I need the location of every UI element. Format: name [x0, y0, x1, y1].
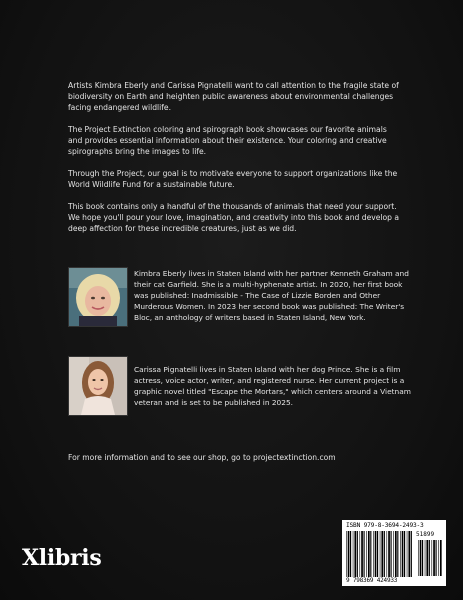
barcode-bar — [407, 531, 408, 577]
barcode-bar — [354, 531, 356, 577]
portrait-image — [69, 268, 127, 326]
barcode-bar — [373, 531, 374, 577]
barcode-bar — [433, 540, 435, 576]
intro-paragraph-1: Artists Kimbra Eberly and Carissa Pignatelli want to call attention to the fragile state of biodiversity on Earth and heighten public awareness about environmental challenges facing endangered wildlife. — [68, 81, 399, 112]
barcode-bar — [357, 531, 358, 577]
author-bio-kimbra: Kimbra Eberly lives in Staten Island with her partner Kenneth Graham and their cat Garfield. She is a multi-hyphenate artist. In 2020, her first book was published: Inadmissible - The Case of Lizzie Borden and Other Murderous Women. In 2023 her second book was published: The Writer's Bloc, an anthology of writers based in Staten Island, New York. — [134, 269, 409, 322]
barcode-bar — [397, 531, 398, 577]
barcode-bar — [346, 531, 347, 577]
isbn-label: ISBN 979-8-3694-2493-3 — [346, 522, 424, 529]
author-bio-carissa: Carissa Pignatelli lives in Staten Island with her dog Prince. She is a film actress, voice actor, writer, and registered nurse. Her current project is a graphic novel titled "Escape the Mortars," which centers around a Vietnam veteran and is set to be published in 2025. — [134, 365, 411, 407]
barcode-bar — [400, 531, 401, 577]
barcode-bar — [381, 531, 383, 577]
intro-paragraph-2: The Project Extinction coloring and spirograph book showcases our favorite animals and provides essential information about their existence. Your coloring and creative spirographs bring the images to life. — [68, 125, 387, 156]
barcode-bar — [420, 540, 422, 576]
intro-paragraph-3: Through the Project, our goal is to motivate everyone to support organizations like the World Wildlife Fund for a sustainable future. — [68, 169, 398, 189]
barcode-bar — [436, 540, 437, 576]
barcode-bar — [440, 540, 442, 576]
barcode-bar — [368, 531, 370, 577]
isbn-barcode — [342, 520, 446, 586]
ean-bars — [346, 531, 414, 577]
barcode-bar — [422, 540, 423, 576]
barcode-bar — [395, 531, 397, 577]
barcode-bar — [388, 531, 390, 577]
barcode-bar — [384, 531, 385, 577]
author-photo-carissa — [68, 356, 128, 416]
publisher-logo: Xlibris — [22, 545, 102, 571]
barcode-bar — [408, 531, 410, 577]
barcode-bar — [360, 531, 361, 577]
portrait-image — [69, 357, 127, 415]
barcode-bar — [380, 531, 381, 577]
barcode-bar — [425, 540, 426, 576]
barcode-bar — [426, 540, 428, 576]
barcode-bar — [411, 531, 412, 577]
barcode-bar — [377, 531, 378, 577]
intro-paragraph-4: This book contains only a handful of the thousands of animals that need your support. We hope you'll pour your love, imagination, and creativity into this book and develop a deep affection for these incredible creatures, just as we did. — [68, 202, 400, 233]
author-photo-kimbra — [68, 267, 128, 327]
barcode-bar — [391, 531, 392, 577]
barcode-bar — [418, 540, 419, 576]
barcode-bar — [429, 540, 430, 576]
barcode-bar — [438, 540, 439, 576]
barcode-bar — [353, 531, 354, 577]
barcode-bar — [432, 540, 433, 576]
barcode-bar — [375, 531, 377, 577]
barcode-bar — [387, 531, 388, 577]
barcode-bar — [350, 531, 351, 577]
more-info-text: For more information and to see our shop, go to projectextinction.com — [68, 453, 336, 462]
price-bars — [418, 540, 443, 576]
barcode-bar — [404, 531, 405, 577]
barcode-bar — [364, 531, 365, 577]
price-code: 51899 — [416, 531, 435, 538]
barcode-bar — [393, 531, 394, 577]
barcode-bar — [348, 531, 350, 577]
barcode-bar — [361, 531, 363, 577]
barcode-bar — [402, 531, 404, 577]
barcode-bar — [370, 531, 371, 577]
ean-digits: 9 798369 424933 — [346, 577, 398, 584]
barcode-bar — [366, 531, 367, 577]
